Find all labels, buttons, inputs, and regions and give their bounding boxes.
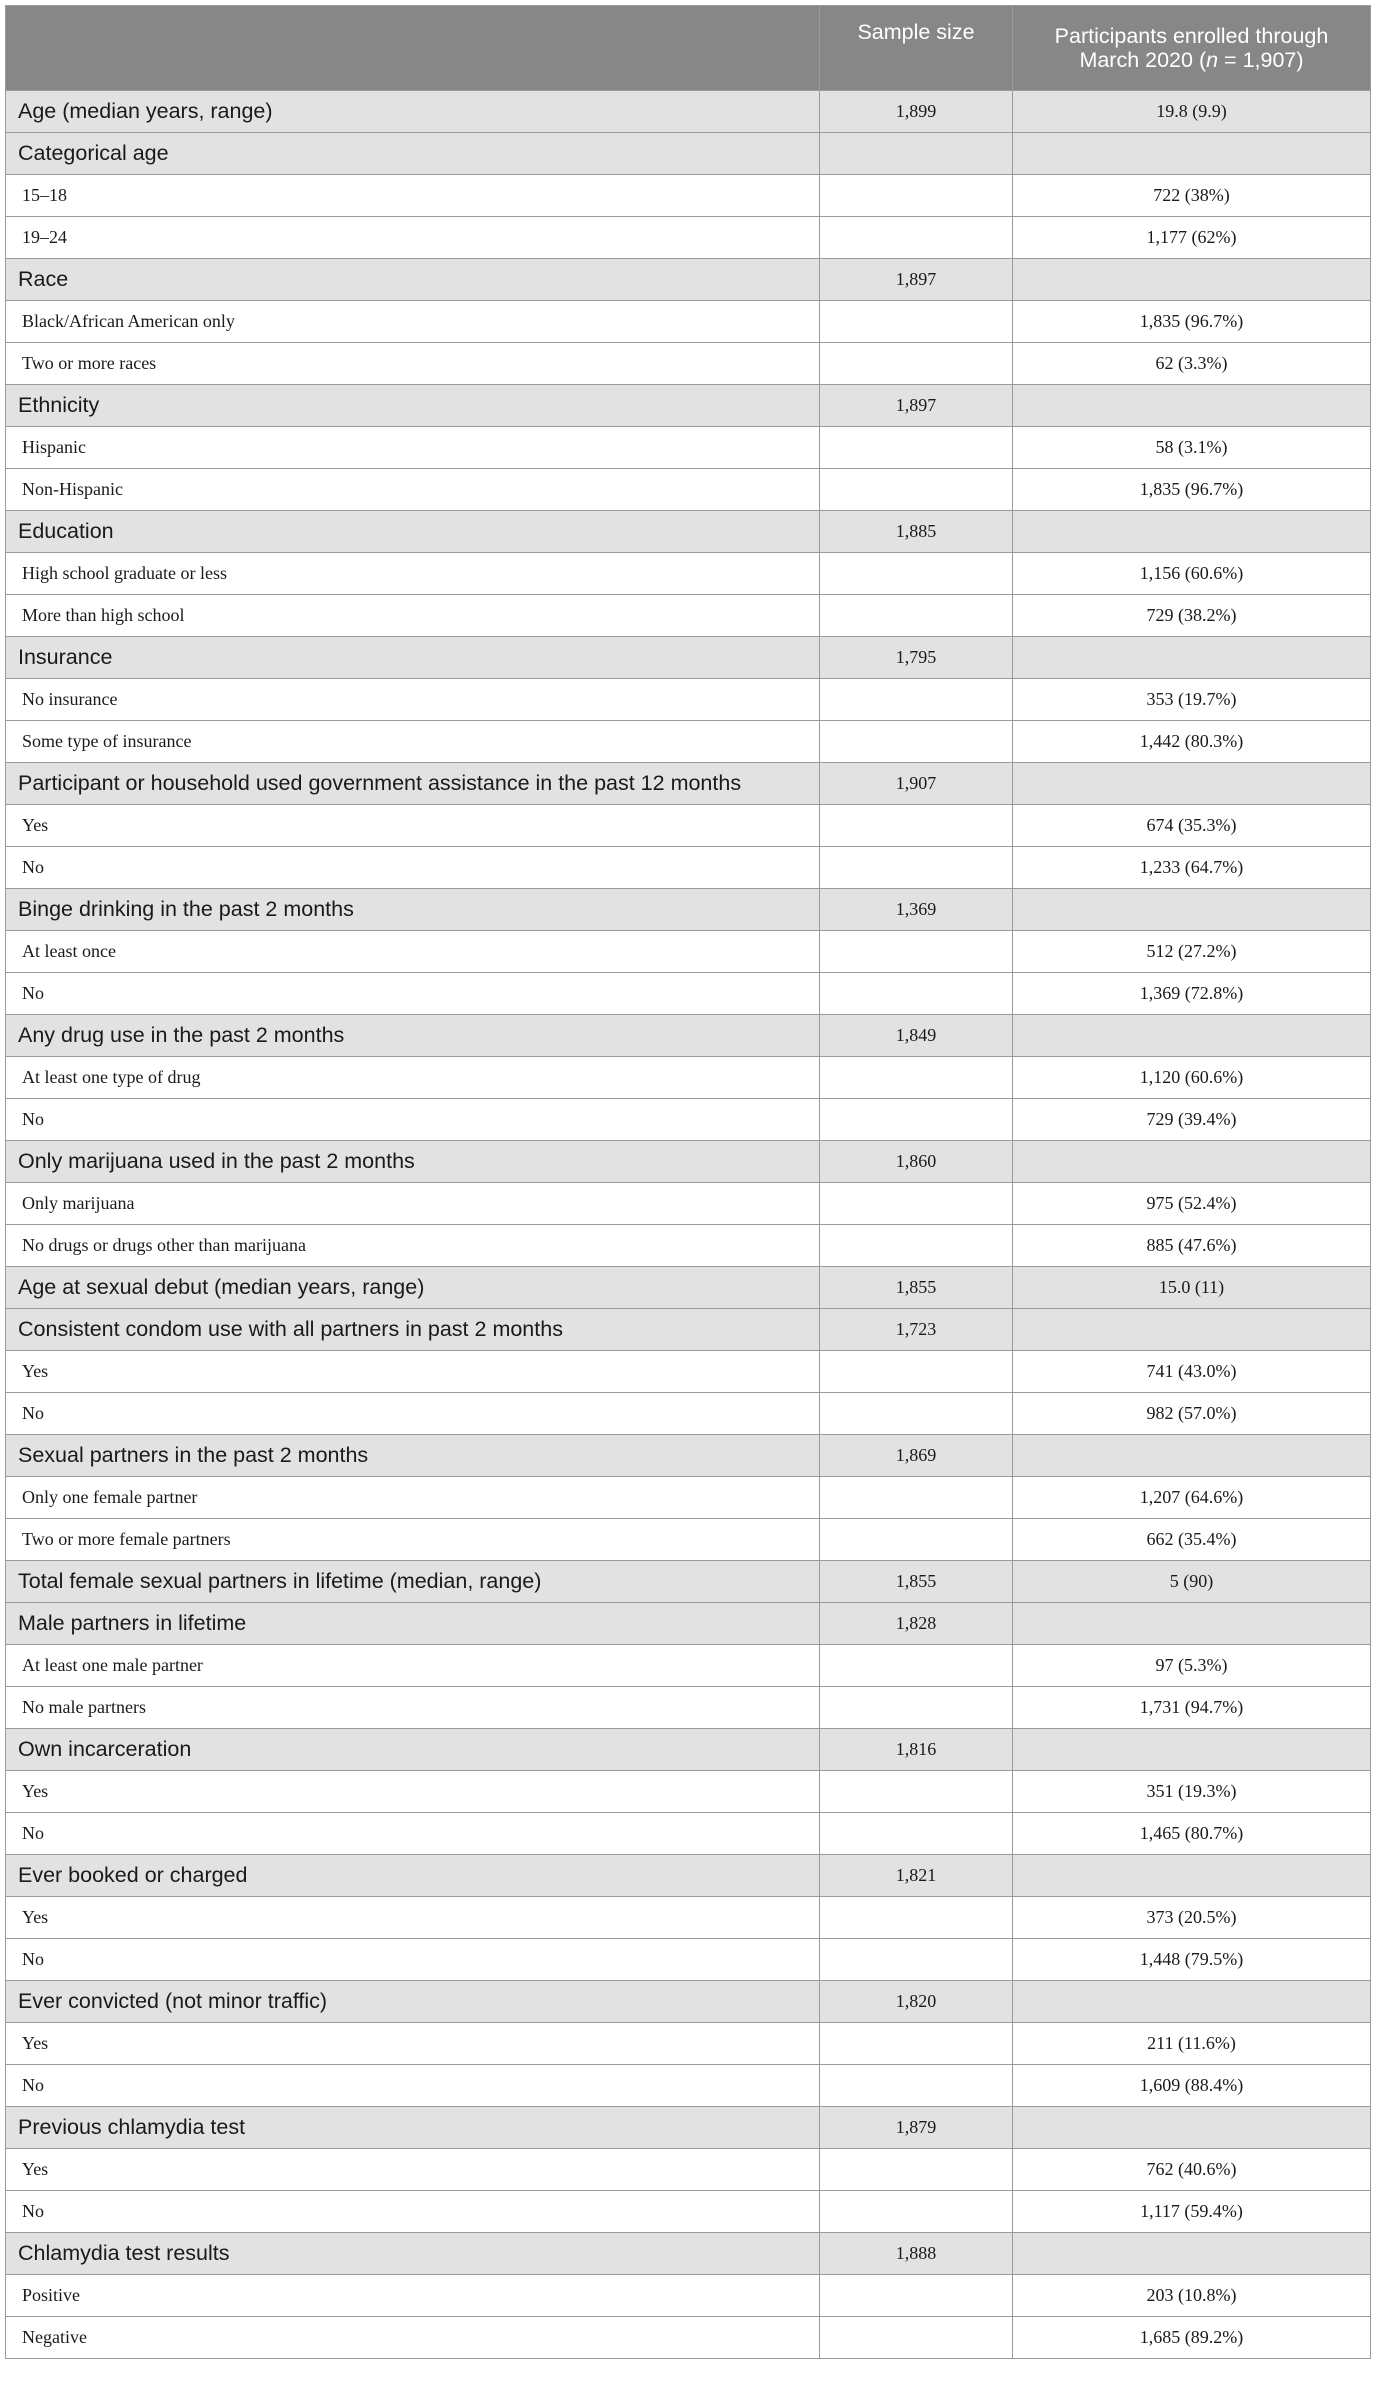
category-row <box>6 91 1371 133</box>
row-value: 1,177 (62%) <box>1013 217 1371 259</box>
row-label: Two or more races <box>6 343 820 385</box>
row-sample-size <box>820 469 1013 511</box>
row-value: 1,835 (96.7%) <box>1013 301 1371 343</box>
row-value: 351 (19.3%) <box>1013 1771 1371 1813</box>
row-sample-size: 1,855 <box>820 1267 1013 1309</box>
row-value <box>1013 1435 1371 1477</box>
row-value <box>1013 1855 1371 1897</box>
subcategory-row <box>6 1225 1371 1267</box>
row-label: No <box>6 1813 820 1855</box>
row-sample-size <box>820 301 1013 343</box>
row-label: No <box>6 973 820 1015</box>
row-value: 722 (38%) <box>1013 175 1371 217</box>
row-sample-size <box>820 2065 1013 2107</box>
row-sample-size <box>820 1225 1013 1267</box>
row-value: 97 (5.3%) <box>1013 1645 1371 1687</box>
subcategory-row <box>6 2275 1371 2317</box>
row-label: No insurance <box>6 679 820 721</box>
row-sample-size <box>820 721 1013 763</box>
subcategory-row <box>6 2149 1371 2191</box>
row-label: Yes <box>6 1351 820 1393</box>
row-label: Yes <box>6 1897 820 1939</box>
row-label: No <box>6 1099 820 1141</box>
row-sample-size <box>820 1771 1013 1813</box>
category-row <box>6 1561 1371 1603</box>
subcategory-row <box>6 2023 1371 2065</box>
row-value: 1,120 (60.6%) <box>1013 1057 1371 1099</box>
category-row <box>6 1729 1371 1771</box>
header-participants <box>1013 6 1371 91</box>
subcategory-row <box>6 2191 1371 2233</box>
row-label: Age (median years, range) <box>6 91 820 133</box>
row-label: No male partners <box>6 1687 820 1729</box>
row-sample-size <box>820 2191 1013 2233</box>
row-label: Ethnicity <box>6 385 820 427</box>
subcategory-row <box>6 469 1371 511</box>
row-sample-size: 1,907 <box>820 763 1013 805</box>
subcategory-row <box>6 427 1371 469</box>
row-sample-size: 1,795 <box>820 637 1013 679</box>
subcategory-row <box>6 805 1371 847</box>
row-label: At least once <box>6 931 820 973</box>
row-sample-size <box>820 1645 1013 1687</box>
row-sample-size <box>820 595 1013 637</box>
header-participants-n: n <box>1206 48 1219 72</box>
row-sample-size: 1,888 <box>820 2233 1013 2275</box>
row-label: Only marijuana <box>6 1183 820 1225</box>
row-value <box>1013 1603 1371 1645</box>
row-sample-size <box>820 133 1013 175</box>
subcategory-row <box>6 175 1371 217</box>
row-sample-size <box>820 1393 1013 1435</box>
category-row <box>6 1603 1371 1645</box>
row-label: Consistent condom use with all partners in past 2 months <box>6 1309 820 1351</box>
row-sample-size <box>820 805 1013 847</box>
table-header-row <box>6 6 1371 91</box>
row-label: Male partners in lifetime <box>6 1603 820 1645</box>
row-sample-size <box>820 2317 1013 2359</box>
row-value: 1,731 (94.7%) <box>1013 1687 1371 1729</box>
row-value: 1,233 (64.7%) <box>1013 847 1371 889</box>
row-label: Ever booked or charged <box>6 1855 820 1897</box>
row-sample-size <box>820 2023 1013 2065</box>
demographics-table-container <box>5 5 1370 2359</box>
row-label: Yes <box>6 2023 820 2065</box>
row-value: 512 (27.2%) <box>1013 931 1371 973</box>
row-label: No <box>6 847 820 889</box>
row-sample-size <box>820 553 1013 595</box>
row-value: 1,369 (72.8%) <box>1013 973 1371 1015</box>
row-label: Positive <box>6 2275 820 2317</box>
row-value: 5 (90) <box>1013 1561 1371 1603</box>
row-value: 1,117 (59.4%) <box>1013 2191 1371 2233</box>
row-label: Only one female partner <box>6 1477 820 1519</box>
row-label: Binge drinking in the past 2 months <box>6 889 820 931</box>
category-row <box>6 1981 1371 2023</box>
row-label: Two or more female partners <box>6 1519 820 1561</box>
category-row <box>6 2107 1371 2149</box>
category-row <box>6 889 1371 931</box>
subcategory-row <box>6 847 1371 889</box>
row-value: 975 (52.4%) <box>1013 1183 1371 1225</box>
subcategory-row <box>6 1813 1371 1855</box>
row-label: No <box>6 2191 820 2233</box>
category-row <box>6 133 1371 175</box>
row-sample-size <box>820 217 1013 259</box>
table-body <box>6 91 1371 2359</box>
row-label: Insurance <box>6 637 820 679</box>
row-label: No <box>6 1939 820 1981</box>
subcategory-row <box>6 1183 1371 1225</box>
row-label: High school graduate or less <box>6 553 820 595</box>
subcategory-row <box>6 931 1371 973</box>
subcategory-row <box>6 1057 1371 1099</box>
demographics-table <box>5 5 1371 2359</box>
header-sample-size: Sample size <box>820 6 1013 91</box>
row-sample-size: 1,723 <box>820 1309 1013 1351</box>
category-row <box>6 1267 1371 1309</box>
row-value <box>1013 511 1371 553</box>
subcategory-row <box>6 595 1371 637</box>
row-label: Negative <box>6 2317 820 2359</box>
row-value: 885 (47.6%) <box>1013 1225 1371 1267</box>
row-value: 729 (38.2%) <box>1013 595 1371 637</box>
row-label: No <box>6 2065 820 2107</box>
row-sample-size: 1,828 <box>820 1603 1013 1645</box>
category-row <box>6 1141 1371 1183</box>
subcategory-row <box>6 1519 1371 1561</box>
row-label: Total female sexual partners in lifetime (median, range) <box>6 1561 820 1603</box>
category-row <box>6 1435 1371 1477</box>
subcategory-row <box>6 1477 1371 1519</box>
row-value <box>1013 2233 1371 2275</box>
row-value <box>1013 1141 1371 1183</box>
row-sample-size: 1,897 <box>820 259 1013 301</box>
row-value: 1,685 (89.2%) <box>1013 2317 1371 2359</box>
row-label: Age at sexual debut (median years, range) <box>6 1267 820 1309</box>
row-value <box>1013 259 1371 301</box>
category-row <box>6 511 1371 553</box>
subcategory-row <box>6 1939 1371 1981</box>
row-sample-size <box>820 1897 1013 1939</box>
row-value: 1,465 (80.7%) <box>1013 1813 1371 1855</box>
row-label: Black/African American only <box>6 301 820 343</box>
row-value: 15.0 (11) <box>1013 1267 1371 1309</box>
row-sample-size <box>820 1477 1013 1519</box>
row-label: Yes <box>6 1771 820 1813</box>
row-value: 353 (19.7%) <box>1013 679 1371 721</box>
row-value: 662 (35.4%) <box>1013 1519 1371 1561</box>
subcategory-row <box>6 1351 1371 1393</box>
row-value: 211 (11.6%) <box>1013 2023 1371 2065</box>
row-value: 203 (10.8%) <box>1013 2275 1371 2317</box>
row-label: No drugs or drugs other than marijuana <box>6 1225 820 1267</box>
row-label: 19–24 <box>6 217 820 259</box>
row-sample-size <box>820 679 1013 721</box>
row-sample-size <box>820 1813 1013 1855</box>
row-value: 1,442 (80.3%) <box>1013 721 1371 763</box>
header-participants-line2-pre: March 2020 ( <box>1079 48 1207 72</box>
subcategory-row <box>6 1687 1371 1729</box>
row-sample-size: 1,899 <box>820 91 1013 133</box>
category-row <box>6 259 1371 301</box>
row-sample-size: 1,869 <box>820 1435 1013 1477</box>
header-participants-line2-post: = 1,907) <box>1218 48 1304 72</box>
row-value <box>1013 763 1371 805</box>
category-row <box>6 1015 1371 1057</box>
row-value: 1,448 (79.5%) <box>1013 1939 1371 1981</box>
row-label: Ever convicted (not minor traffic) <box>6 1981 820 2023</box>
row-label: At least one type of drug <box>6 1057 820 1099</box>
row-value: 373 (20.5%) <box>1013 1897 1371 1939</box>
subcategory-row <box>6 301 1371 343</box>
row-sample-size: 1,820 <box>820 1981 1013 2023</box>
row-label: 15–18 <box>6 175 820 217</box>
category-row <box>6 385 1371 427</box>
row-label: Participant or household used government assistance in the past 12 months <box>6 763 820 805</box>
category-row <box>6 1855 1371 1897</box>
row-sample-size: 1,855 <box>820 1561 1013 1603</box>
row-value: 741 (43.0%) <box>1013 1351 1371 1393</box>
row-label: Own incarceration <box>6 1729 820 1771</box>
subcategory-row <box>6 973 1371 1015</box>
row-sample-size <box>820 1939 1013 1981</box>
row-sample-size <box>820 1183 1013 1225</box>
row-sample-size <box>820 427 1013 469</box>
row-label: Education <box>6 511 820 553</box>
row-label: More than high school <box>6 595 820 637</box>
row-label: Race <box>6 259 820 301</box>
row-sample-size <box>820 175 1013 217</box>
subcategory-row <box>6 343 1371 385</box>
subcategory-row <box>6 721 1371 763</box>
row-sample-size <box>820 1099 1013 1141</box>
row-sample-size: 1,849 <box>820 1015 1013 1057</box>
row-value: 674 (35.3%) <box>1013 805 1371 847</box>
row-label: No <box>6 1393 820 1435</box>
row-sample-size <box>820 1519 1013 1561</box>
row-label: Some type of insurance <box>6 721 820 763</box>
row-sample-size: 1,816 <box>820 1729 1013 1771</box>
subcategory-row <box>6 679 1371 721</box>
row-sample-size <box>820 2275 1013 2317</box>
category-row <box>6 763 1371 805</box>
row-label: Non-Hispanic <box>6 469 820 511</box>
row-label: Previous chlamydia test <box>6 2107 820 2149</box>
row-value: 19.8 (9.9) <box>1013 91 1371 133</box>
subcategory-row <box>6 1099 1371 1141</box>
row-value: 1,609 (88.4%) <box>1013 2065 1371 2107</box>
row-value <box>1013 1015 1371 1057</box>
row-sample-size: 1,885 <box>820 511 1013 553</box>
row-sample-size <box>820 931 1013 973</box>
category-row <box>6 1309 1371 1351</box>
row-label: Yes <box>6 2149 820 2191</box>
row-value: 762 (40.6%) <box>1013 2149 1371 2191</box>
row-sample-size: 1,860 <box>820 1141 1013 1183</box>
row-label: Any drug use in the past 2 months <box>6 1015 820 1057</box>
row-value: 1,207 (64.6%) <box>1013 1477 1371 1519</box>
subcategory-row <box>6 1645 1371 1687</box>
row-value: 982 (57.0%) <box>1013 1393 1371 1435</box>
row-value <box>1013 637 1371 679</box>
row-value <box>1013 1981 1371 2023</box>
row-value: 62 (3.3%) <box>1013 343 1371 385</box>
subcategory-row <box>6 2317 1371 2359</box>
row-value: 1,835 (96.7%) <box>1013 469 1371 511</box>
row-value <box>1013 2107 1371 2149</box>
subcategory-row <box>6 217 1371 259</box>
header-participants-line1: Participants enrolled through <box>1054 24 1329 48</box>
row-sample-size: 1,369 <box>820 889 1013 931</box>
subcategory-row <box>6 1897 1371 1939</box>
row-sample-size: 1,879 <box>820 2107 1013 2149</box>
row-sample-size <box>820 343 1013 385</box>
row-value: 1,156 (60.6%) <box>1013 553 1371 595</box>
row-sample-size <box>820 1351 1013 1393</box>
row-label: Hispanic <box>6 427 820 469</box>
row-value <box>1013 1729 1371 1771</box>
row-label: Chlamydia test results <box>6 2233 820 2275</box>
row-sample-size <box>820 1687 1013 1729</box>
header-characteristic <box>6 6 820 91</box>
category-row <box>6 637 1371 679</box>
row-label: Yes <box>6 805 820 847</box>
row-value <box>1013 1309 1371 1351</box>
row-sample-size <box>820 847 1013 889</box>
row-sample-size: 1,897 <box>820 385 1013 427</box>
subcategory-row <box>6 1393 1371 1435</box>
row-sample-size <box>820 973 1013 1015</box>
row-value: 729 (39.4%) <box>1013 1099 1371 1141</box>
row-value <box>1013 133 1371 175</box>
row-label: Only marijuana used in the past 2 months <box>6 1141 820 1183</box>
row-sample-size: 1,821 <box>820 1855 1013 1897</box>
subcategory-row <box>6 553 1371 595</box>
category-row <box>6 2233 1371 2275</box>
row-sample-size <box>820 2149 1013 2191</box>
row-value <box>1013 385 1371 427</box>
subcategory-row <box>6 2065 1371 2107</box>
row-sample-size <box>820 1057 1013 1099</box>
row-value <box>1013 889 1371 931</box>
row-label: At least one male partner <box>6 1645 820 1687</box>
row-value: 58 (3.1%) <box>1013 427 1371 469</box>
row-label: Categorical age <box>6 133 820 175</box>
subcategory-row <box>6 1771 1371 1813</box>
row-label: Sexual partners in the past 2 months <box>6 1435 820 1477</box>
